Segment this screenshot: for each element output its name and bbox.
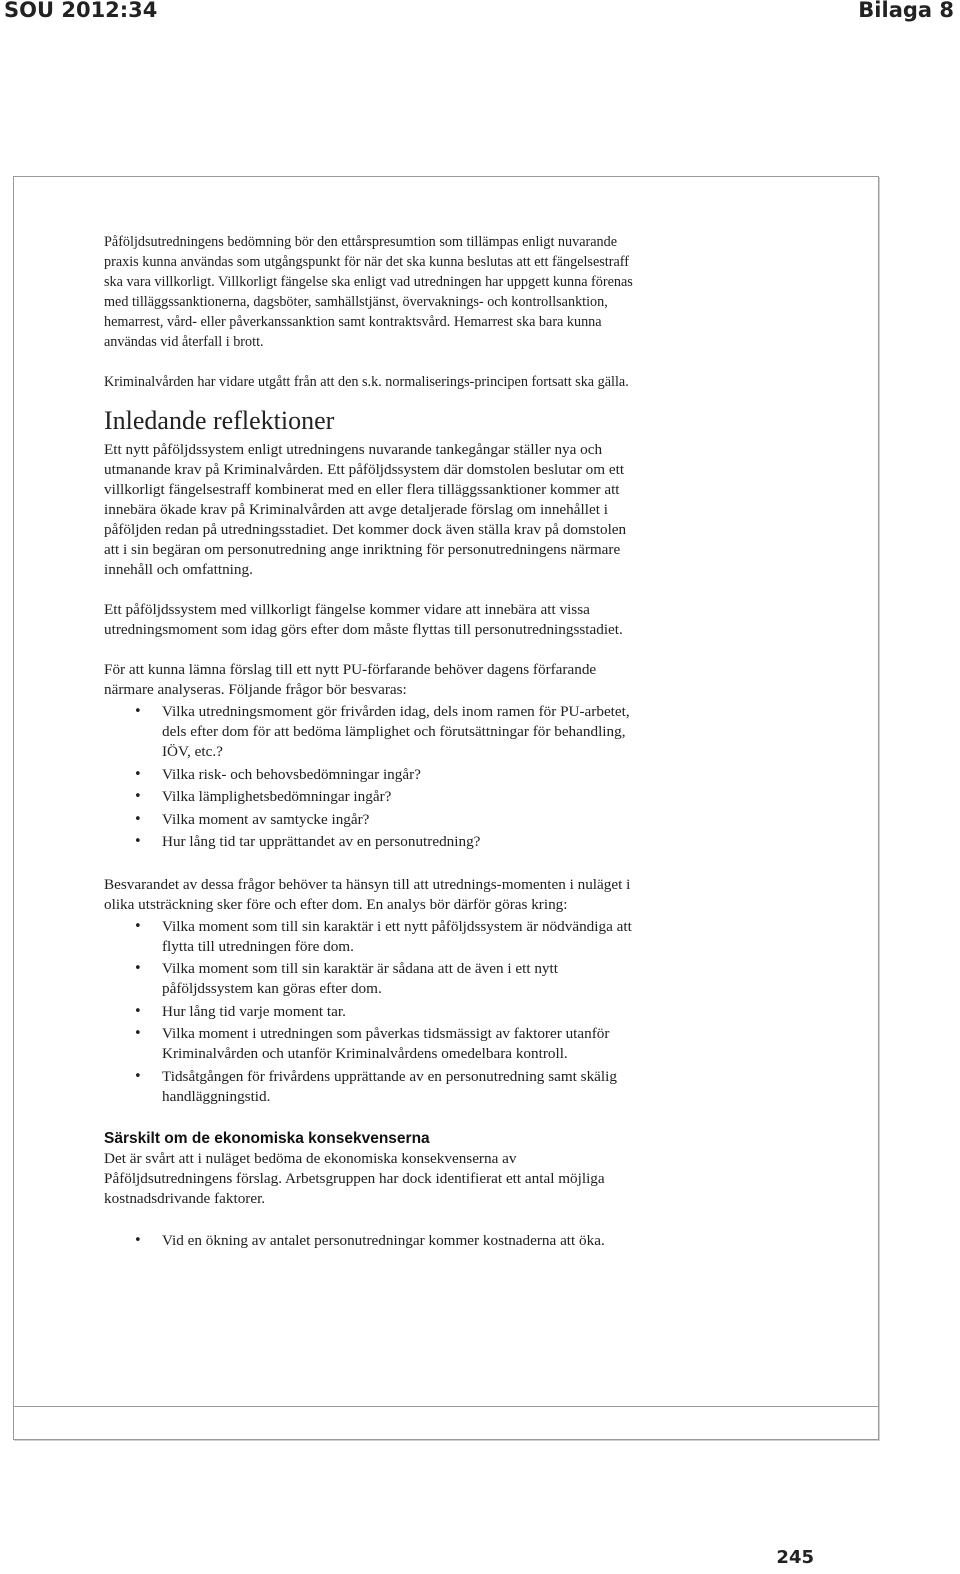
bullet-icon: • bbox=[134, 1068, 142, 1084]
section-paragraph: För att kunna lämna förslag till ett nytt PU-förfarande behöver dagens förfarande närmare analyseras. Följande frågor bör besvaras: bbox=[104, 661, 597, 698]
section-heading-reflections: Inledande reflektioner bbox=[104, 406, 335, 435]
document-body bbox=[104, 232, 634, 1254]
bullet-icon: • bbox=[134, 789, 142, 804]
analysis-list bbox=[104, 917, 634, 1107]
bullet-icon: • bbox=[134, 811, 142, 827]
intro-paragraph: Påföljdsutredningens bedömning bör den ettårspresumtion som tillämpas enligt nuvarande praxis kunna användas som utgångspunkt för när det ska kunna beslutas att ett fängelsestraff ska vara villkorligt. Villkorligt fängelse ska enligt vad utredningen har uppgett kunna förenas med tilläggssanktionerna, dagsböter, samhällstjänst, övervaknings- och kontrollsanktion, hemarrest, vård- eller påverkanssanktion samt kontraktsvård. Hemarrest ska bara kunna användas vid återfall i brott. bbox=[104, 234, 633, 350]
cost-factor-list bbox=[104, 1231, 634, 1251]
list-item: • Vilka lämplighetsbedömningar ingår? bbox=[134, 788, 392, 805]
section-paragraph: Ett nytt påföljdssystem enligt utredningens nuvarande tankegångar ställer nya och utmanande krav på Kriminalvården. Ett påföljdssystem där domstolen beslutar om ett villkorligt fängelsestraff kombinerat med en eller flera tilläggssanktioner kommer att innebära ökade krav på Kriminalvården att avge detaljerade förslag om innehållet i påföljden redan på utredningsstadiet. Det kommer dock även ställa krav på domstolen att i sin begäran om personutredning ange inriktning för personutredningens närmare innehåll och omfattning. bbox=[104, 441, 627, 578]
list-item: • Vilka moment som till sin karaktär i ett nytt påföljdssystem är nödvändiga att flytta till utredningen före dom. bbox=[134, 917, 632, 955]
bullet-icon: • bbox=[134, 1003, 142, 1019]
list-item: • Tidsåtgången för frivårdens upprättande av en personutredning samt skälig handläggningstid. bbox=[134, 1067, 617, 1105]
list-item: • Vilka risk- och behovsbedömningar ingår? bbox=[134, 765, 421, 783]
list-item: • Vilka moment i utredningen som påverkas tidsmässigt av faktorer utanför Kriminalvården och utanför Kriminalvårdens omedelbara kontroll. bbox=[134, 1025, 610, 1062]
frame-divider bbox=[13, 1406, 879, 1407]
list-item: • Hur lång tid tar upprättandet av en personutredning? bbox=[134, 833, 481, 850]
bullet-icon: • bbox=[134, 1233, 142, 1248]
bullet-icon: • bbox=[134, 766, 142, 782]
list-item: • Hur lång tid varje moment tar. bbox=[134, 1002, 346, 1020]
list-item: • Vilka moment av samtycke ingår? bbox=[134, 810, 370, 828]
bullet-icon: • bbox=[134, 961, 142, 976]
bullet-icon: • bbox=[134, 704, 142, 719]
section-paragraph: Besvarandet av dessa frågor behöver ta hänsyn till att utrednings-momenten i nuläget i olika utsträckning sker före och efter dom. En analys bör därför göras kring: bbox=[104, 875, 631, 913]
section-paragraph: Det är svårt att i nuläget bedöma de ekonomiska konsekvenserna av Påföljdsutredningens förslag. Arbetsgruppen har dock identifierat ett antal möjliga kostnadsdrivande faktorer. bbox=[104, 1150, 605, 1207]
section-heading-economics: Särskilt om de ekonomiska konsekvenserna bbox=[104, 1130, 430, 1147]
appendix-label: Bilaga 8 bbox=[858, 0, 954, 22]
page-number: 245 bbox=[776, 1547, 814, 1568]
intro-paragraph-2: Kriminalvården har vidare utgått från att den s.k. normaliserings-principen fortsatt ska gälla. bbox=[104, 374, 629, 390]
list-item: • Vid en ökning av antalet personutredningar kommer kostnaderna att öka. bbox=[134, 1232, 605, 1249]
list-item: • Vilka utredningsmoment gör frivården idag, dels inom ramen för PU-arbetet, dels efter dom för att bedöma lämplighet och förutsättningar för behandling, IÖV, etc.? bbox=[134, 703, 630, 760]
list-item: • Vilka moment som till sin karaktär är sådana att de även i ett nytt påföljdssystem kan göras efter dom. bbox=[134, 960, 558, 997]
bullet-icon: • bbox=[134, 918, 142, 934]
bullet-icon: • bbox=[134, 834, 142, 849]
document-reference: SOU 2012:34 bbox=[4, 0, 158, 22]
question-list bbox=[104, 702, 634, 852]
bullet-icon: • bbox=[134, 1026, 142, 1041]
section-paragraph: Ett påföljdssystem med villkorligt fängelse kommer vidare att innebära att vissa utredningsmoment som idag görs efter dom måste flyttas till personutredningsstadiet. bbox=[104, 601, 623, 638]
